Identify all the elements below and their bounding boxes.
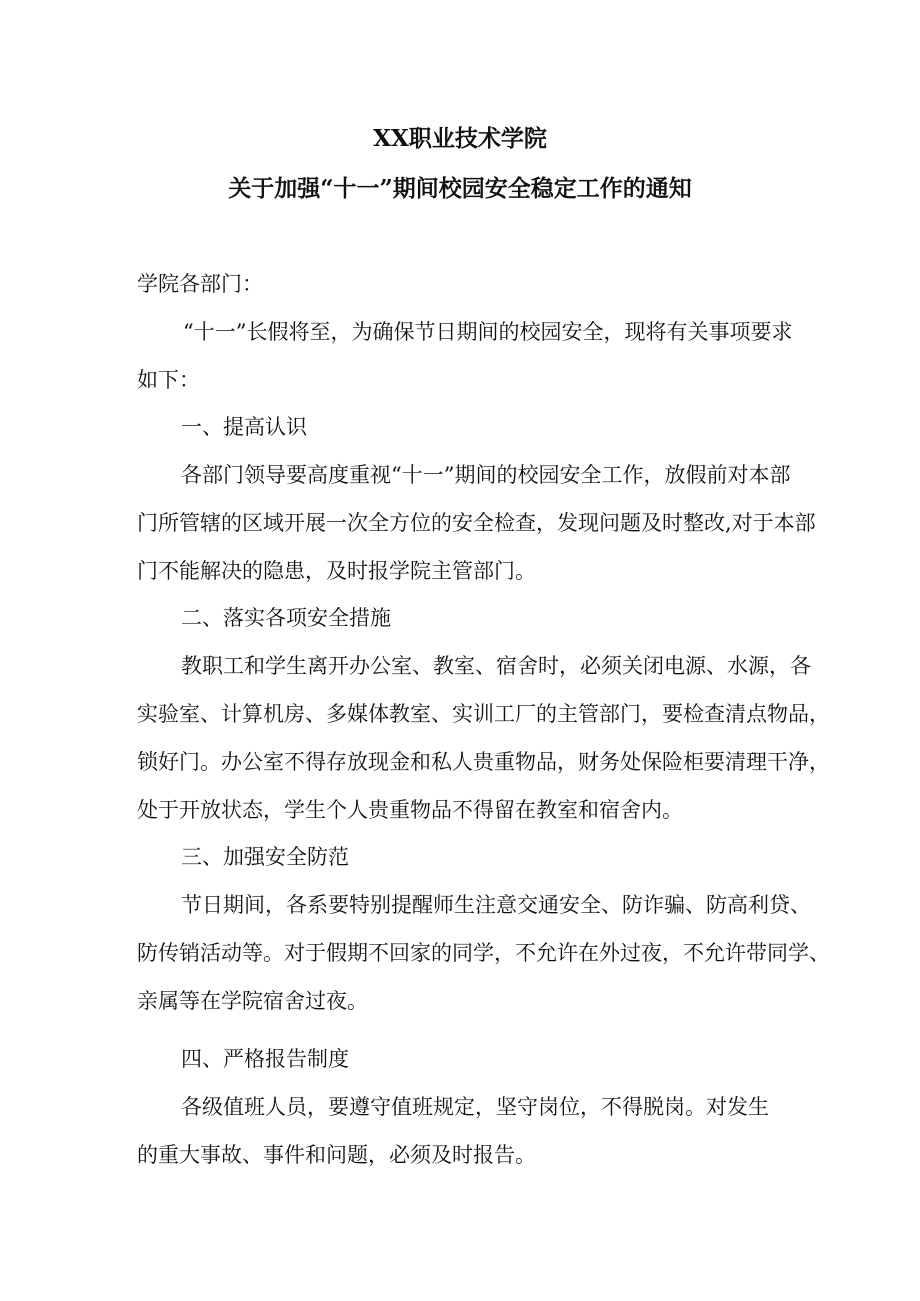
section-body-line: 亲属等在学院宿舍过夜。 (137, 989, 368, 1013)
section-heading: 四、严格报告制度 (181, 1047, 349, 1071)
intro-line: “十一”长假将至，为确保节日期间的校园安全，现将有关事项要求 (183, 320, 793, 344)
section-body-line: 节日期间，各系要特别提醒师生注意交通安全、防诈骗、防高利贷、 (181, 893, 811, 917)
section-body-line: 各级值班人员，要遵守值班规定，坚守岗位，不得脱岗。对发生 (181, 1095, 769, 1119)
intro-line: 如下： (137, 368, 200, 392)
salutation: 学院各部门： (137, 272, 263, 296)
section-body-line: 的重大事故、事件和问题，必须及时报告。 (137, 1143, 536, 1167)
section-body-line: 防传销活动等。对于假期不回家的同学，不允许在外过夜，不允许带同学、 (137, 941, 830, 965)
section-body-line: 门不能解决的隐患，及时报学院主管部门。 (137, 559, 536, 583)
section-body-line: 教职工和学生离开办公室、教室、宿舍时，必须关闭电源、水源，各 (181, 654, 811, 678)
section-heading: 三、加强安全防范 (181, 845, 349, 869)
section-body-line: 各部门领导要高度重视“十一”期间的校园安全工作，放假前对本部 (181, 463, 791, 487)
document-title-subject: 关于加强“十一”期间校园安全稳定工作的通知 (228, 175, 692, 202)
section-body-line: 门所管辖的区域开展一次全方位的安全检查，发现问题及时整改,对于本部 (137, 511, 816, 535)
section-body-line: 锁好门。办公室不得存放现金和私人贵重物品，财务处保险柜要清理干净， (137, 750, 830, 774)
section-heading: 一、提高认识 (181, 415, 307, 439)
section-body-line: 处于开放状态，学生个人贵重物品不得留在教室和宿舍内。 (137, 798, 683, 822)
section-heading: 二、落实各项安全措施 (181, 606, 391, 630)
document-title-institution: XX职业技术学院 (373, 125, 547, 152)
section-body-line: 实验室、计算机房、多媒体教室、实训工厂的主管部门，要检查清点物品， (137, 702, 830, 726)
